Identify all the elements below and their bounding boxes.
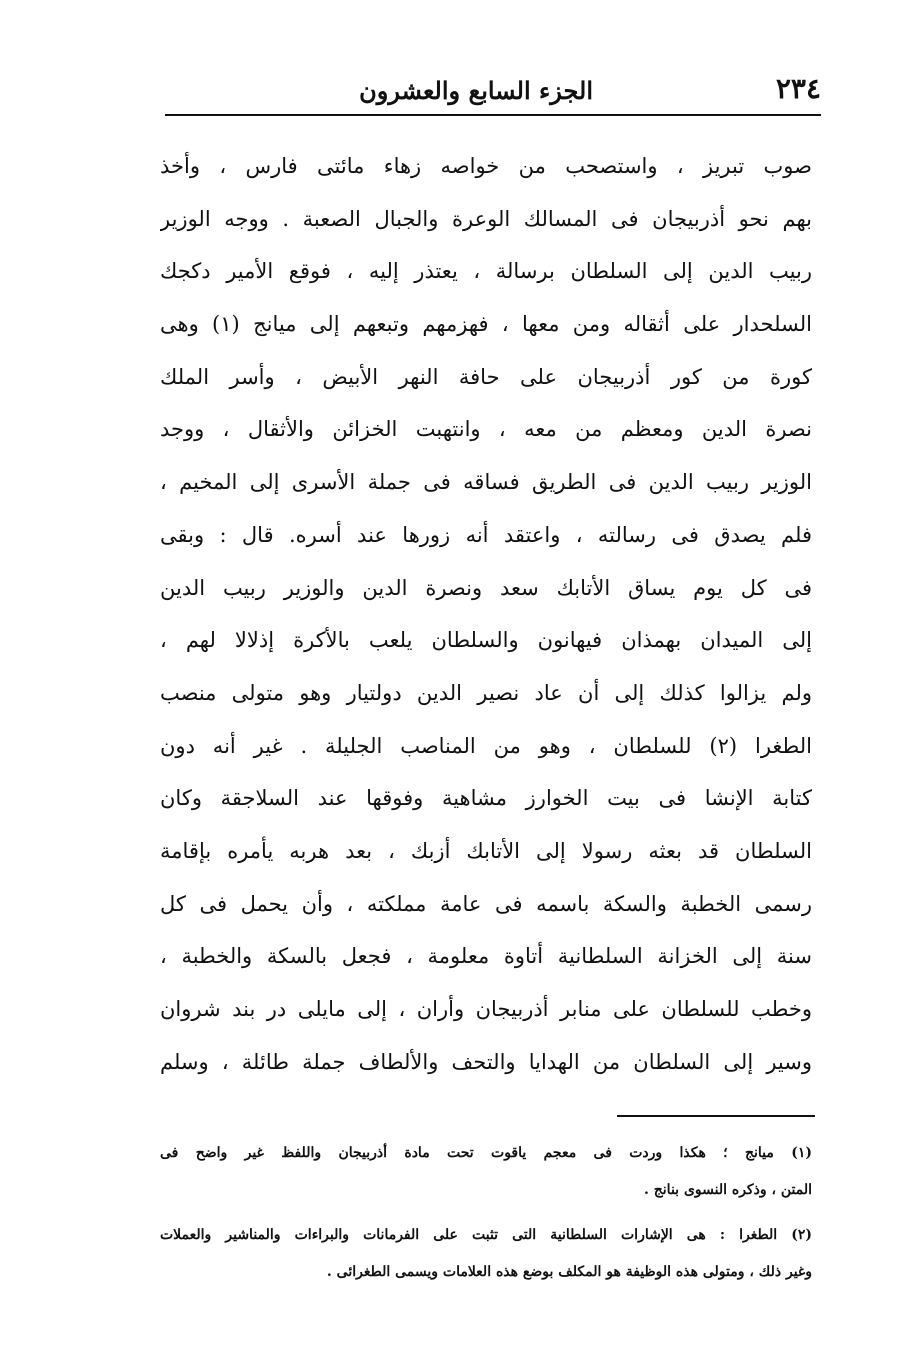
body-line: فلم يصدق فى رسالته ، واعتقد أنه زورها عند أسره. قال : وبقى [160, 522, 812, 547]
footnote-rule [617, 1115, 815, 1117]
page-header [165, 68, 821, 110]
header-rule [165, 114, 821, 116]
body-line: الوزير ربيب الدين فى الطريق فساقه فى جملة الأسرى إلى المخيم ، [160, 470, 812, 495]
body-line: إلى الميدان بهمذان فيهانون والسلطان يلعب بالأكرة إذلالا لهم ، [160, 628, 812, 653]
footnote-1-line-2: المتن ، وذكره النسوى بنانج . [644, 1182, 812, 1198]
body-line: الطغرا (٢) للسلطان ، وهو من المناصب الجليلة . غير أنه دون [160, 733, 812, 758]
body-line: كتابة الإنشا فى بيت الخوارز مشاهية وفوقها عند السلاجقة وكان [160, 786, 812, 811]
body-line: ولم يزالوا كذلك إلى أن عاد نصير الدين دولتيار وهو متولى منصب [160, 680, 812, 705]
body-line: سنة إلى الخزانة السلطانية أتاوة معلومة ، فجعل بالسكة والخطبة ، [160, 944, 812, 969]
footnote-2-line-2: وغير ذلك ، ومتولى هذه الوظيفة هو المكلف بوضع هذه العلامات ويسمى الطغرائى . [326, 1264, 812, 1280]
body-line: نصرة الدين ومعظم من معه ، وانتهبت الخزائن والأثقال ، ووجد [160, 417, 812, 442]
footnote-gap [160, 1209, 812, 1217]
body-line: السلطان قد بعثه رسولا إلى الأتابك أزبك ، بعد هربه يأمره بإقامة [160, 838, 812, 863]
body-line: وسير إلى السلطان من الهدايا والتحف والألطاف جملة طائلة ، وسلم [160, 1049, 812, 1074]
body-line: كورة من كور أذربيجان على حافة النهر الأبيض ، وأسر الملك [160, 364, 812, 389]
body-line: بهم نحو أذربيجان فى المسالك الوعرة والجبال الصعبة . ووجه الوزير [160, 206, 812, 231]
body-line: صوب تبريز ، واستصحب من خواصه زهاء مائتى فارس ، وأخذ [160, 154, 812, 178]
body-line: رسمى الخطبة والسكة باسمه فى عامة مملكته ، وأن يحمل فى كل [160, 891, 812, 916]
body-line: السلحدار على أثقاله ومن معها ، فهزمهم وتبعهم إلى ميانج (١) وهى [160, 312, 812, 337]
body-line: وخطب للسلطان على منابر أذربيجان وأران ، إلى مايلى در بند شروان [160, 997, 812, 1021]
body-text [160, 140, 812, 1088]
page-number: ٢٣٤ [775, 72, 821, 105]
body-line: ربيب الدين إلى السلطان برسالة ، يعتذر إليه ، فوقع الأمير دكجك [160, 259, 812, 284]
footnote-1-line-1: (١) ميانج ؛ هكذا وردت فى معجم ياقوت تحت مادة أذربيجان واللفظ غير واضح فى [160, 1145, 812, 1161]
footnote-2-line-1: (٢) الطغرا : هى الإشارات السلطانية التى تثبت على الفرمانات والبراءات والمناشير والعملات [160, 1227, 812, 1243]
running-head: الجزء السابع والعشرون [359, 76, 593, 105]
body-line: فى كل يوم يساق الأتابك سعد ونصرة الدين والوزير ربيب الدين [160, 575, 812, 600]
footnotes [160, 1135, 812, 1291]
